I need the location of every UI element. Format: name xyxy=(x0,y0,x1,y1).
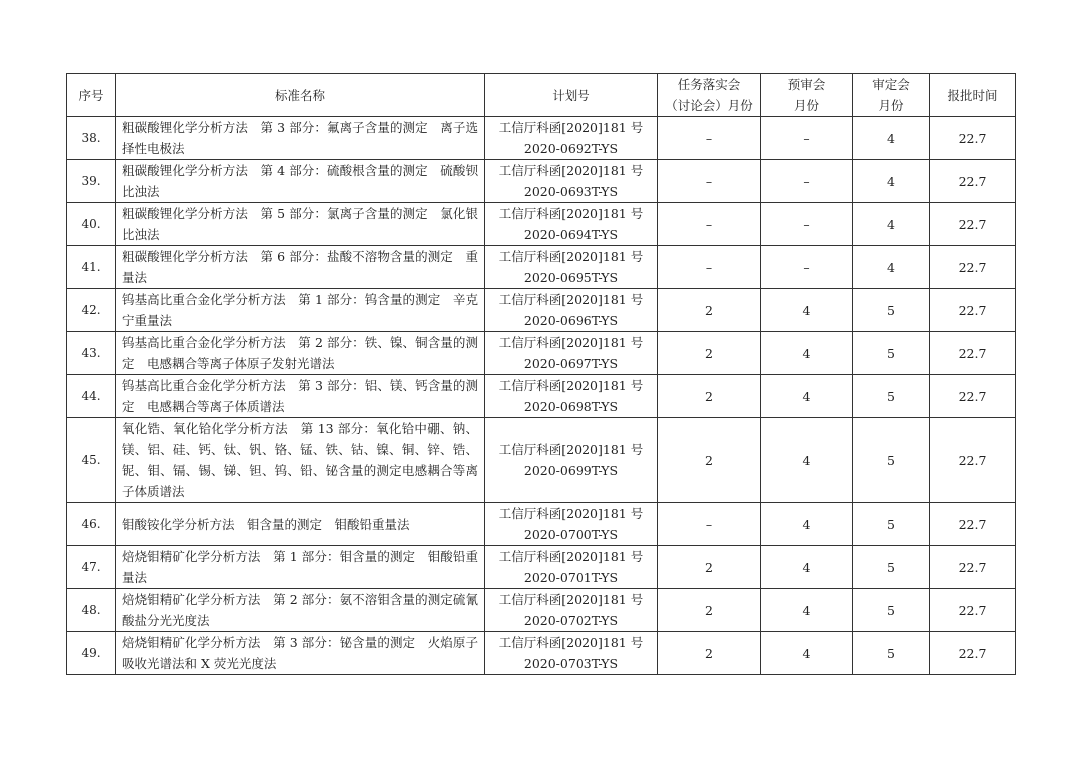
plan-document-number: 工信厅科函[2020]181 号 xyxy=(498,549,644,564)
standard-name-cell: 焙烧钼精矿化学分析方法 第 2 部分：氨不溶钼含量的测定硫氰酸盐分光光度法 xyxy=(116,589,485,632)
meeting-month-cell: 2 xyxy=(658,289,761,332)
standard-name-cell: 粗碳酸锂化学分析方法 第 5 部分：氯离子含量的测定 氯化银比浊法 xyxy=(116,203,485,246)
submit-time-cell: 22.7 xyxy=(930,589,1016,632)
standard-name-cell: 钨基高比重合金化学分析方法 第 1 部分：钨含量的测定 辛克宁重量法 xyxy=(116,289,485,332)
table-row xyxy=(67,289,1016,332)
header-review-line1: 审定会 xyxy=(872,77,910,92)
review-month-cell: 5 xyxy=(853,375,930,418)
submit-time-cell: 22.7 xyxy=(930,332,1016,375)
meeting-month-cell: 2 xyxy=(658,418,761,503)
header-prereview-line2: 月份 xyxy=(793,98,819,113)
plan-document-number: 工信厅科函[2020]181 号 xyxy=(498,249,644,264)
plan-project-code: 2020-0693T-YS xyxy=(523,184,619,199)
review-month-cell: 4 xyxy=(853,117,930,160)
review-month-cell: 5 xyxy=(853,632,930,675)
plan-document-number: 工信厅科函[2020]181 号 xyxy=(498,635,644,650)
plan-document-number: 工信厅科函[2020]181 号 xyxy=(498,292,644,307)
plan-document-number: 工信厅科函[2020]181 号 xyxy=(498,378,644,393)
seq-cell: 48. xyxy=(67,589,116,632)
meeting-month-cell: – xyxy=(658,203,761,246)
submit-time-cell: 22.7 xyxy=(930,246,1016,289)
plan-project-code: 2020-0694T-YS xyxy=(523,227,619,242)
header-meeting-line2: （讨论会）月份 xyxy=(665,98,753,113)
plan-number-cell xyxy=(485,160,658,203)
prereview-month-cell: – xyxy=(761,117,853,160)
plan-document-number: 工信厅科函[2020]181 号 xyxy=(498,163,644,178)
table-header-row xyxy=(67,74,1016,117)
submit-time-cell: 22.7 xyxy=(930,418,1016,503)
table-row xyxy=(67,117,1016,160)
table-row xyxy=(67,589,1016,632)
table-row xyxy=(67,632,1016,675)
review-month-cell: 5 xyxy=(853,418,930,503)
review-month-cell: 5 xyxy=(853,289,930,332)
header-plan: 计划号 xyxy=(485,74,658,117)
meeting-month-cell: 2 xyxy=(658,332,761,375)
header-review-line2: 月份 xyxy=(878,98,904,113)
table-row xyxy=(67,203,1016,246)
table-row xyxy=(67,246,1016,289)
header-prereview xyxy=(761,74,853,117)
plan-number-cell xyxy=(485,503,658,546)
prereview-month-cell: 4 xyxy=(761,589,853,632)
plan-number-cell xyxy=(485,203,658,246)
review-month-cell: 4 xyxy=(853,160,930,203)
standard-name-cell: 氧化锆、氧化铪化学分析方法 第 13 部分：氧化铪中硼、钠、镁、铝、硅、钙、钛、钒、铬、锰、铁、钴、镍、铜、锌、锆、铌、钼、镉、锡、锑、钽、钨、铅、铋含量的测定电感耦合等离子体质谱法 xyxy=(116,418,485,503)
plan-project-code: 2020-0701T-YS xyxy=(523,570,619,585)
plan-document-number: 工信厅科函[2020]181 号 xyxy=(498,442,644,457)
table-row xyxy=(67,546,1016,589)
prereview-month-cell: – xyxy=(761,203,853,246)
plan-project-code: 2020-0700T-YS xyxy=(523,527,619,542)
prereview-month-cell: 4 xyxy=(761,632,853,675)
plan-project-code: 2020-0699T-YS xyxy=(523,463,619,478)
table-row xyxy=(67,418,1016,503)
prereview-month-cell: 4 xyxy=(761,332,853,375)
header-prereview-line1: 预审会 xyxy=(787,77,826,92)
prereview-month-cell: – xyxy=(761,160,853,203)
standard-name-cell: 钨基高比重合金化学分析方法 第 2 部分：铁、镍、铜含量的测定 电感耦合等离子体原子发射光谱法 xyxy=(116,332,485,375)
submit-time-cell: 22.7 xyxy=(930,203,1016,246)
standard-name-cell: 粗碳酸锂化学分析方法 第 6 部分：盐酸不溶物含量的测定 重量法 xyxy=(116,246,485,289)
standards-table xyxy=(66,73,1016,675)
plan-document-number: 工信厅科函[2020]181 号 xyxy=(498,206,644,221)
meeting-month-cell: 2 xyxy=(658,375,761,418)
meeting-month-cell: 2 xyxy=(658,546,761,589)
plan-project-code: 2020-0702T-YS xyxy=(523,613,619,628)
review-month-cell: 5 xyxy=(853,546,930,589)
seq-cell: 47. xyxy=(67,546,116,589)
plan-number-cell xyxy=(485,418,658,503)
prereview-month-cell: 4 xyxy=(761,418,853,503)
prereview-month-cell: 4 xyxy=(761,289,853,332)
submit-time-cell: 22.7 xyxy=(930,289,1016,332)
review-month-cell: 5 xyxy=(853,503,930,546)
standard-name-cell: 粗碳酸锂化学分析方法 第 3 部分：氟离子含量的测定 离子选择性电极法 xyxy=(116,117,485,160)
meeting-month-cell: – xyxy=(658,246,761,289)
plan-number-cell xyxy=(485,117,658,160)
table-row xyxy=(67,332,1016,375)
seq-cell: 46. xyxy=(67,503,116,546)
submit-time-cell: 22.7 xyxy=(930,375,1016,418)
plan-number-cell xyxy=(485,546,658,589)
seq-cell: 44. xyxy=(67,375,116,418)
header-name: 标准名称 xyxy=(116,74,485,117)
review-month-cell: 4 xyxy=(853,246,930,289)
plan-document-number: 工信厅科函[2020]181 号 xyxy=(498,120,644,135)
seq-cell: 49. xyxy=(67,632,116,675)
review-month-cell: 5 xyxy=(853,589,930,632)
header-meeting xyxy=(658,74,761,117)
header-review xyxy=(853,74,930,117)
review-month-cell: 4 xyxy=(853,203,930,246)
prereview-month-cell: – xyxy=(761,246,853,289)
seq-cell: 43. xyxy=(67,332,116,375)
table-row xyxy=(67,160,1016,203)
submit-time-cell: 22.7 xyxy=(930,160,1016,203)
seq-cell: 38. xyxy=(67,117,116,160)
plan-project-code: 2020-0696T-YS xyxy=(523,313,619,328)
meeting-month-cell: 2 xyxy=(658,589,761,632)
plan-project-code: 2020-0698T-YS xyxy=(523,399,619,414)
standard-name-cell: 钨基高比重合金化学分析方法 第 3 部分：铝、镁、钙含量的测定 电感耦合等离子体质谱法 xyxy=(116,375,485,418)
header-submit: 报批时间 xyxy=(930,74,1016,117)
plan-document-number: 工信厅科函[2020]181 号 xyxy=(498,592,644,607)
meeting-month-cell: – xyxy=(658,160,761,203)
meeting-month-cell: – xyxy=(658,117,761,160)
submit-time-cell: 22.7 xyxy=(930,503,1016,546)
standard-name-cell: 钼酸铵化学分析方法 钼含量的测定 钼酸铅重量法 xyxy=(116,503,485,546)
plan-project-code: 2020-0692T-YS xyxy=(523,141,619,156)
meeting-month-cell: – xyxy=(658,503,761,546)
standard-name-cell: 粗碳酸锂化学分析方法 第 4 部分：硫酸根含量的测定 硫酸钡比浊法 xyxy=(116,160,485,203)
plan-number-cell xyxy=(485,632,658,675)
review-month-cell: 5 xyxy=(853,332,930,375)
plan-number-cell xyxy=(485,332,658,375)
plan-document-number: 工信厅科函[2020]181 号 xyxy=(498,335,644,350)
standard-name-cell: 焙烧钼精矿化学分析方法 第 1 部分：钼含量的测定 钼酸铅重量法 xyxy=(116,546,485,589)
table-row xyxy=(67,375,1016,418)
plan-project-code: 2020-0703T-YS xyxy=(523,656,619,671)
plan-number-cell xyxy=(485,246,658,289)
table-row xyxy=(67,503,1016,546)
plan-number-cell xyxy=(485,589,658,632)
seq-cell: 41. xyxy=(67,246,116,289)
meeting-month-cell: 2 xyxy=(658,632,761,675)
header-meeting-line1: 任务落实会 xyxy=(677,77,741,92)
prereview-month-cell: 4 xyxy=(761,375,853,418)
plan-document-number: 工信厅科函[2020]181 号 xyxy=(498,506,644,521)
seq-cell: 40. xyxy=(67,203,116,246)
standard-name-cell: 焙烧钼精矿化学分析方法 第 3 部分：铋含量的测定 火焰原子吸收光谱法和 X 荧光光度法 xyxy=(116,632,485,675)
seq-cell: 42. xyxy=(67,289,116,332)
submit-time-cell: 22.7 xyxy=(930,546,1016,589)
seq-cell: 45. xyxy=(67,418,116,503)
plan-project-code: 2020-0695T-YS xyxy=(523,270,619,285)
plan-number-cell xyxy=(485,289,658,332)
header-seq: 序号 xyxy=(67,74,116,117)
plan-number-cell xyxy=(485,375,658,418)
prereview-month-cell: 4 xyxy=(761,503,853,546)
seq-cell: 39. xyxy=(67,160,116,203)
plan-project-code: 2020-0697T-YS xyxy=(523,356,619,371)
submit-time-cell: 22.7 xyxy=(930,632,1016,675)
submit-time-cell: 22.7 xyxy=(930,117,1016,160)
prereview-month-cell: 4 xyxy=(761,546,853,589)
